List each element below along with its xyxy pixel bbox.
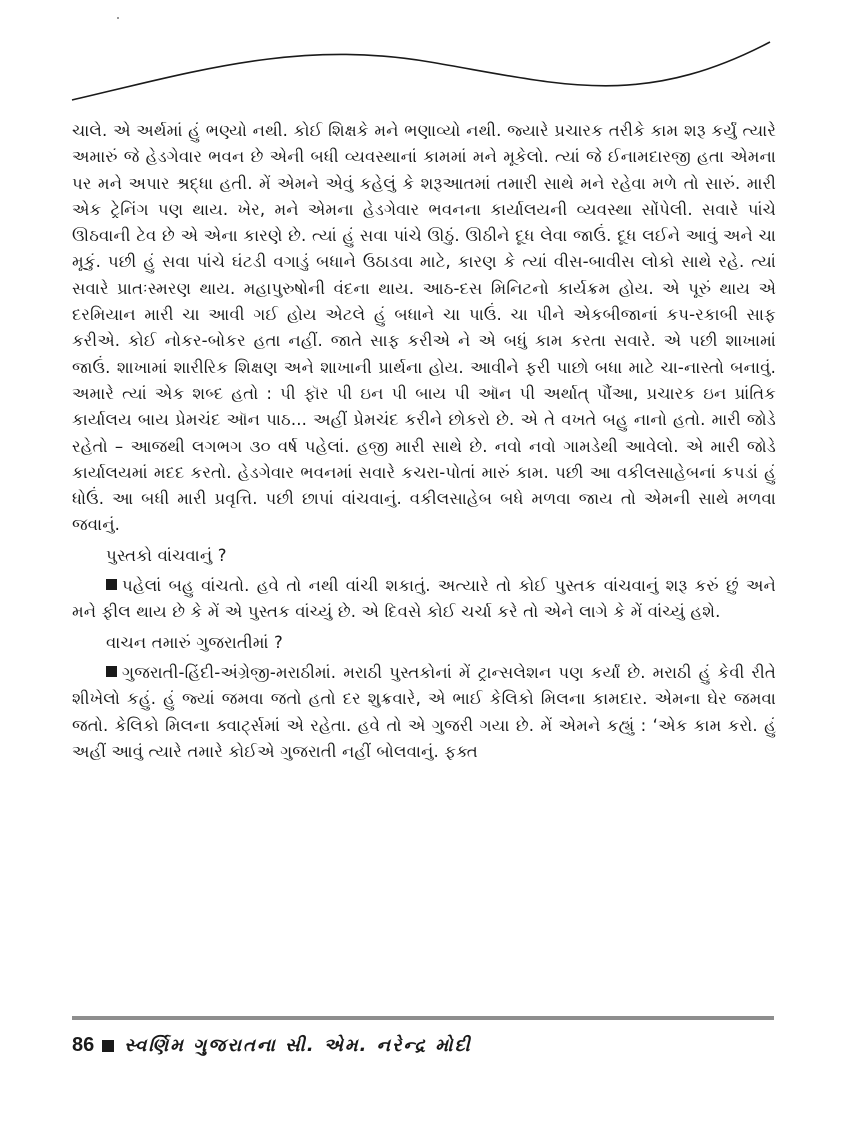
bullet-square-icon: [106, 666, 117, 677]
page-number: 86: [72, 1034, 95, 1056]
question-reading-language: વાચન તમારું ગુજરાતીમાં ?: [106, 632, 283, 652]
answer-reading-books: પહેલાં બહુ વાંચતો. હવે તો નથી વાંચી શકાતું. અત્યારે તો કોઈ પુસ્તક વાંચવાનું શરૂ કરું છું અને મને ફીલ થાય છે કે મેં એ પુસ્તક વાંચ્યું છે. એ દિવસે કોઈ ચર્ચા કરે તો એને લાગે કે મેં વાંચ્યું હશે.: [72, 576, 776, 622]
page-footer: [72, 1034, 472, 1057]
paragraph-intro: ચાલે. એ અર્થમાં હું ભણ્યો નથી. કોઈ શિક્ષકે મને ભણાવ્યો નથી. જ્યારે પ્રચારક તરીકે કામ શરૂ કર્યું ત્યારે અમારું જે હેડગેવાર ભવન છે એની બધી વ્યવસ્થાનાં કામમાં મને મૂકેલો. ત્યાં જે ઈનામદારજી હતા એમના પર મને અપાર શ્રદ્ધા હતી. મેં એમને એવું કહેલું કે શરૂઆતમાં તમારી સાથે મને રહેવા મળે તો સારું. મારી એક ટ્રેનિંગ પણ થાય. ખેર, મને એમના હેડગેવાર ભવનના કાર્યાલયની વ્યવસ્થા સોંપેલી. સવારે પાંચે ઊઠવાની ટેવ છે એ એના કારણે છે. ત્યાં હું સવા પાંચે ઊઠું. ઊઠીને દૂધ લેવા જાઉં. દૂધ લઈને આવું અને ચા મૂકું. પછી હું સવા પાંચે ઘંટડી વગાડું બધાને ઉઠાડવા માટે, કારણ કે ત્યાં વીસ-બાવીસ લોકો સાથે રહે. ત્યાં સવારે પ્રાતઃસ્મરણ થાય. મહાપુરુષોની વંદના થાય. આઠ-દસ મિનિટનો કાર્યક્રમ હોય. એ પૂરું થાય એ દરમિયાન મારી ચા આવી ગઈ હોય એટલે હું બધાને ચા પાઉં. ચા પીને એકબીજાનાં કપ-રકાબી સાફ કરીએ. કોઈ નોકર-બોકર હતા નહીં. જાતે સાફ કરીએ ને એ બધું કામ કરતા સવારે. એ પછી શાખામાં જાઉં. શાખામાં શારીરિક શિક્ષણ અને શાખાની પ્રાર્થના હોય. આવીને ફરી પાછો બધા માટે ચા-નાસ્તો બનાવું. અમારે ત્યાં એક શબ્દ હતો : પી ફૉર પી ઇન પી બાય પી ઑન પી અર્થાત્ પૌંઆ, પ્રચારક ઇન પ્રાંતિક કાર્યાલય બાય પ્રેમચંદ ઑન પાઠ... અહીં પ્રેમચંદ કરીને છોકરો છે. એ તે વખતે બહુ નાનો હતો. મારી જોડે રહેતો – આજથી લગભગ ૩૦ વર્ષ પહેલાં. હજી મારી સાથે છે. નવો નવો ગામડેથી આવેલો. એ મારી જોડે કાર્યાલયમાં મદદ કરતો. હેડગેવાર ભવનમાં સવારે કચરા-પોતાં મારું કામ. પછી આ વકીલસાહેબનાં કપડાં હું ધોઉં. આ બધી મારી પ્રવૃત્તિ. પછી છાપાં વાંચવાનું. વકીલસાહેબ બધે મળવા જાય તો એમની સાથે મળવા જવાનું.: [72, 121, 776, 535]
page-body: [72, 118, 776, 765]
answer-reading-language: ગુજરાતી-હિંદી-અંગ્રેજી-મરાઠીમાં. મરાઠી પુસ્તકોનાં મેં ટ્રાન્સલેશન પણ કર્યાં છે. મરાઠી હું કેવી રીતે શીખેલો કહું. હું જ્યાં જમવા જતો હતો દર શુક્રવારે, એ ભાઈ કેલિકો મિલના કામદાર. એમના ઘેર જમવા જતો. કેલિકો મિલના ક્વાર્ટ્સમાં એ રહેતા. હવે તો એ ગુજરી ગયા છે. મેં એમને કહ્યું : ‘એક કામ કરો. હું અહીં આવું ત્યારે તમારે કોઈએ ગુજરાતી નહીં બોલવાનું. ફક્ત: [72, 662, 776, 761]
footer-square-icon: [102, 1040, 114, 1052]
bullet-square-icon: [106, 579, 117, 590]
running-title: સ્વર્ણિમ ગુજરાતના સી. એમ. નરેન્દ્ર મોદી: [124, 1035, 472, 1056]
question-reading-books: પુસ્તકો વાંચવાનું ?: [106, 545, 227, 565]
top-decorative-curve: [0, 0, 858, 120]
footer-divider: [72, 1016, 774, 1020]
